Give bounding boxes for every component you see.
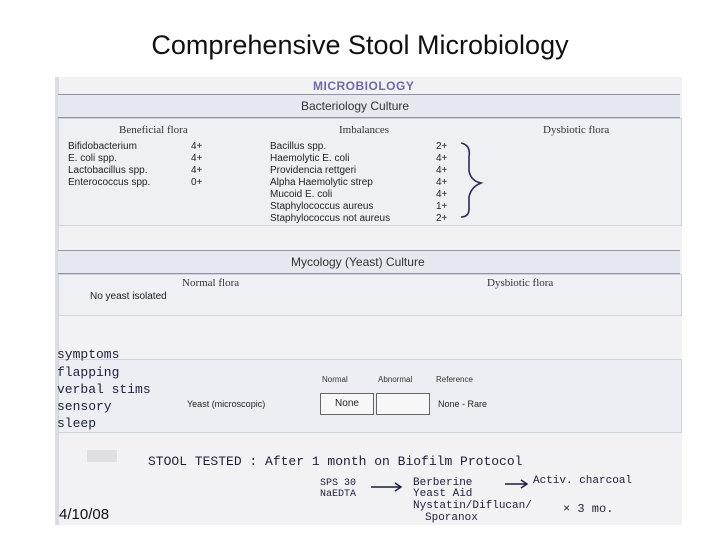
yeast-result: No yeast isolated (90, 291, 167, 302)
treatment-item: Nystatin/Diflucan/ (413, 500, 532, 512)
yeast-microscopic-label: Yeast (microscopic) (187, 399, 266, 409)
bacteriology-panel: Beneficial flora Imbalances Dysbiotic flora Bifidobacterium 4+ E. coli spp. 4+ Lactobacillus spp. 4+ Enterococcus spp. 0+ Bacillus spp. 2+ Haemolytic E. coli 4+ Providencia rettgeri 4+ Alpha Haemolytic strep 4+ Mucoid E. coli 4+ Staphylococcus aureus 1+ Staphylococcus not aureus 2+ (58, 118, 682, 226)
microscopic-panel (58, 359, 682, 433)
supplement-item: SPS 30 (320, 478, 357, 489)
normal-flora-header: Normal flora (182, 277, 240, 289)
treatment-item: Sporanox (425, 512, 478, 524)
symptom-item: sensory (57, 399, 112, 414)
mycology-panel (58, 274, 682, 316)
scan-smudge (87, 450, 117, 462)
scanned-report (55, 77, 682, 525)
reference-range: None - Rare (438, 399, 488, 409)
supplement-item: NaEDTA (320, 489, 357, 500)
duration-note: × 3 mo. (563, 502, 614, 516)
imbalances-header: Imbalances (339, 124, 390, 136)
col-abnormal: Abnormal (378, 375, 413, 384)
dysbiotic-header: Dysbiotic flora (543, 124, 610, 136)
symptom-item: sleep (57, 416, 97, 431)
dysbiotic-flora-header: Dysbiotic flora (487, 277, 554, 289)
col-reference: Reference (436, 375, 473, 384)
bacteriology-title: Bacteriology Culture (301, 99, 410, 113)
normal-value-box: None (320, 393, 374, 415)
symptom-item: flapping (57, 365, 120, 380)
brace-mark (457, 139, 497, 219)
bacteriology-band (58, 94, 680, 118)
col-normal: Normal (322, 375, 348, 384)
mycology-title: Mycology (Yeast) Culture (291, 255, 425, 269)
slide-title: Comprehensive Stool Microbiology (151, 30, 569, 60)
abnormal-value-box (376, 393, 430, 415)
mycology-band (58, 250, 680, 274)
report-heading: MICROBIOLOGY (313, 79, 415, 93)
slide-date: 4/10/08 (59, 506, 110, 523)
symptoms-note: symptoms (57, 347, 120, 362)
symptom-item: verbal stims (57, 382, 151, 397)
beneficial-header: Beneficial flora (119, 124, 188, 136)
treatment-item: Berberine (413, 477, 473, 489)
arrow-icon (503, 479, 531, 489)
arrow-icon (369, 482, 405, 492)
charcoal-note: Activ. charcoal (533, 475, 633, 487)
stool-tested-note: STOOL TESTED : After 1 month on Biofilm Protocol (148, 454, 523, 469)
treatment-item: Yeast Aid (413, 488, 473, 500)
